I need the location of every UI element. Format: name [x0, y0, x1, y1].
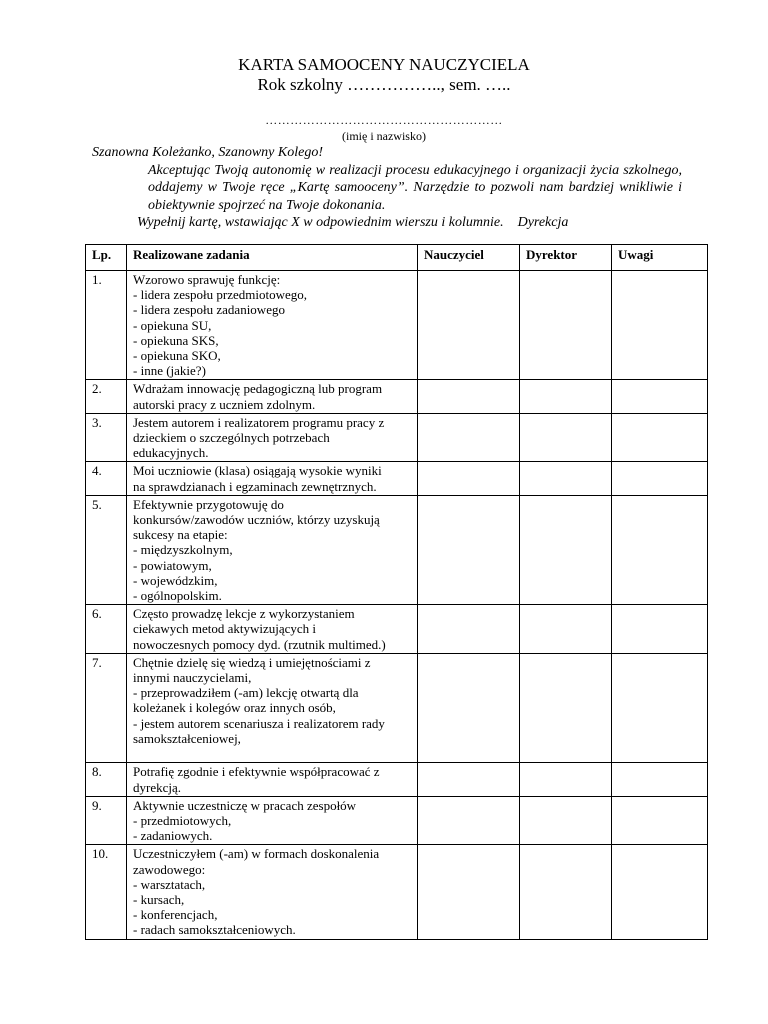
- instruction: Wypełnij kartę, wstawiając X w odpowiednim wierszu i kolumnie.: [137, 215, 504, 230]
- task-line: - jestem autorem scenariusza i realizatorem rady: [133, 715, 385, 731]
- teacher-cell[interactable]: [418, 653, 520, 762]
- task-line: Potrafię zgodnie i efektywnie współpracować z: [133, 764, 380, 780]
- task-line: - międzyszkolnym,: [133, 542, 233, 558]
- director-cell[interactable]: [520, 763, 612, 796]
- task-line: - ogólnopolskim.: [133, 588, 222, 604]
- task-line: sukcesy na etapie:: [133, 527, 228, 543]
- row-task: [127, 462, 418, 495]
- task-line: - opiekuna SKO,: [133, 348, 221, 364]
- task-line: dyrekcją.: [133, 779, 182, 795]
- task-line: autorski pracy z uczniem zdolnym.: [133, 396, 316, 412]
- task-line: - kursach,: [133, 891, 185, 907]
- teacher-cell[interactable]: [418, 796, 520, 845]
- task-line: - lidera zespołu zadaniowego: [133, 302, 285, 318]
- task-line: innymi nauczycielami,: [133, 670, 252, 686]
- table-row: [86, 845, 708, 939]
- remarks-cell[interactable]: [612, 796, 708, 845]
- col-header-teacher: Nauczyciel: [418, 245, 520, 271]
- row-number: 8.: [86, 763, 127, 796]
- row-number: 6.: [86, 605, 127, 654]
- task-line: konkursów/zawodów uczniów, którzy uzyskują: [133, 512, 380, 528]
- task-line: Uczestniczyłem (-am) w formach doskonalenia: [133, 846, 380, 862]
- teacher-cell[interactable]: [418, 271, 520, 380]
- teacher-cell[interactable]: [418, 413, 520, 462]
- task-line: Wzorowo sprawuję funkcję:: [133, 272, 281, 287]
- director-cell[interactable]: [520, 605, 612, 654]
- remarks-cell[interactable]: [612, 462, 708, 495]
- row-task: [127, 653, 418, 762]
- teacher-cell[interactable]: [418, 845, 520, 939]
- row-number: 5.: [86, 495, 127, 604]
- teacher-cell[interactable]: [418, 763, 520, 796]
- remarks-cell[interactable]: [612, 271, 708, 380]
- task-line: - warsztatach,: [133, 876, 206, 892]
- col-header-number: Lp.: [86, 245, 127, 271]
- row-task: [127, 845, 418, 939]
- row-task: [127, 763, 418, 796]
- task-line: - przeprowadziłem (-am) lekcję otwartą dla: [133, 685, 359, 701]
- row-task: [127, 271, 418, 380]
- teacher-cell[interactable]: [418, 605, 520, 654]
- remarks-cell[interactable]: [612, 413, 708, 462]
- task-line: ciekawych metod aktywizujących i: [133, 621, 317, 637]
- remarks-cell[interactable]: [612, 763, 708, 796]
- remarks-cell[interactable]: [612, 605, 708, 654]
- table-row: [86, 763, 708, 796]
- row-number: 7.: [86, 653, 127, 762]
- row-number: 2.: [86, 380, 127, 413]
- task-line: - powiatowym,: [133, 557, 212, 573]
- row-number: 9.: [86, 796, 127, 845]
- col-header-remarks: Uwagi: [612, 245, 708, 271]
- table-row: [86, 605, 708, 654]
- remarks-cell[interactable]: [612, 495, 708, 604]
- instruction-line: [92, 214, 682, 232]
- table-row: [86, 413, 708, 462]
- director-cell[interactable]: [520, 271, 612, 380]
- school-year-line: Rok szkolny …………….., sem. …..: [257, 75, 511, 94]
- row-number: 4.: [86, 462, 127, 495]
- col-header-tasks: Realizowane zadania: [127, 245, 418, 271]
- remarks-cell[interactable]: [612, 653, 708, 762]
- task-line: - zadaniowych.: [133, 828, 213, 844]
- table-body: [86, 271, 708, 940]
- director-cell[interactable]: [520, 796, 612, 845]
- task-line: zawodowego:: [133, 861, 206, 877]
- task-line: - wojewódzkim,: [133, 572, 218, 588]
- table-row: [86, 653, 708, 762]
- table-row: [86, 380, 708, 413]
- name-field-label: (imię i nazwisko): [342, 129, 426, 143]
- row-number: 3.: [86, 413, 127, 462]
- task-line: samokształceniowej,: [133, 730, 241, 746]
- intro-text: [92, 144, 682, 232]
- table-row: [86, 271, 708, 380]
- director-cell[interactable]: [520, 413, 612, 462]
- task-line: Efektywnie przygotowuję do: [133, 496, 284, 512]
- remarks-cell[interactable]: [612, 380, 708, 413]
- task-line: - konferencjach,: [133, 907, 218, 923]
- task-line: dzieckiem o szczególnych potrzebach: [133, 430, 330, 446]
- table-header-row: [86, 245, 708, 271]
- director-cell[interactable]: [520, 495, 612, 604]
- name-field-dots: …………………………………………………: [265, 113, 503, 127]
- director-cell[interactable]: [520, 380, 612, 413]
- teacher-cell[interactable]: [418, 380, 520, 413]
- row-number: 10.: [86, 845, 127, 939]
- task-line: Wdrażam innowację pedagogiczną lub program: [133, 381, 383, 397]
- task-line: - przedmiotowych,: [133, 812, 232, 828]
- task-line: [133, 746, 412, 761]
- task-line: nowoczesnych pomocy dyd. (rzutnik multimed.): [133, 636, 386, 652]
- row-task: [127, 380, 418, 413]
- table-row: [86, 495, 708, 604]
- intro-paragraph: Akceptując Twoją autonomię w realizacji procesu edukacyjnego i organizacji życia szkolnego, oddajemy w Twoje ręce „Kartę samooceny”. Narzędzie to pozwoli nam bardziej wnikliwie i obiektywnie spojrzeć na Twoje dokonania.: [148, 162, 682, 213]
- task-line: na sprawdzianach i egzaminach zewnętrznych.: [133, 478, 377, 494]
- teacher-cell[interactable]: [418, 495, 520, 604]
- remarks-cell[interactable]: [612, 845, 708, 939]
- greeting: Szanowna Koleżanko, Szanowny Kolego!: [92, 145, 323, 160]
- col-header-director: Dyrektor: [520, 245, 612, 271]
- signature: Dyrekcja: [517, 215, 569, 230]
- director-cell[interactable]: [520, 845, 612, 939]
- task-line: - opiekuna SKS,: [133, 332, 219, 348]
- task-line: - opiekuna SU,: [133, 317, 212, 333]
- task-line: edukacyjnych.: [133, 445, 209, 461]
- row-task: [127, 413, 418, 462]
- director-cell[interactable]: [520, 653, 612, 762]
- document-title: KARTA SAMOOCENY NAUCZYCIELA: [238, 55, 530, 74]
- task-line: Chętnie dzielę się wiedzą i umiejętnościami z: [133, 654, 371, 670]
- task-line: - radach samokształceniowych.: [133, 922, 296, 938]
- row-number: 1.: [86, 271, 127, 380]
- task-line: koleżanek i kolegów oraz innych osób,: [133, 700, 336, 716]
- task-line: Często prowadzę lekcje z wykorzystaniem: [133, 606, 355, 622]
- task-line: - lidera zespołu przedmiotowego,: [133, 287, 307, 303]
- task-line: Jestem autorem i realizatorem programu pracy z: [133, 414, 385, 430]
- task-line: - inne (jakie?): [133, 363, 206, 379]
- row-task: [127, 796, 418, 845]
- row-task: [127, 605, 418, 654]
- director-cell[interactable]: [520, 462, 612, 495]
- row-task: [127, 495, 418, 604]
- self-assessment-table: [85, 244, 708, 940]
- table-row: [86, 796, 708, 845]
- task-line: Moi uczniowie (klasa) osiągają wysokie wyniki: [133, 463, 382, 479]
- document-title-block: [0, 55, 768, 95]
- table-row: [86, 462, 708, 495]
- task-line: Aktywnie uczestniczę w pracach zespołów: [133, 797, 357, 813]
- teacher-cell[interactable]: [418, 462, 520, 495]
